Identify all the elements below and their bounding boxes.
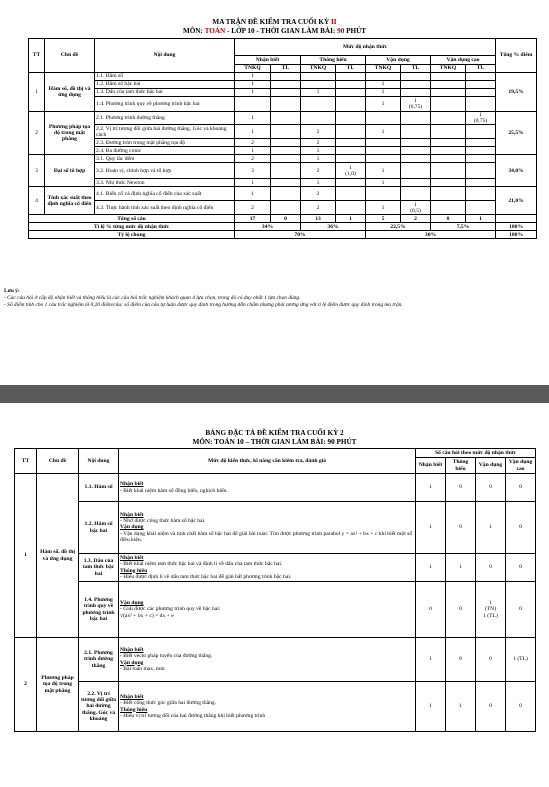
row-count bbox=[271, 89, 301, 97]
row-tong: 21,0% bbox=[496, 187, 537, 215]
row-tt: 1 bbox=[29, 73, 45, 112]
header-tnkq: TNKQ bbox=[431, 65, 466, 73]
criterion-line: - Hiểu vị trí tương đối của hai đường thẳng khi biết phương trình bbox=[120, 712, 266, 719]
spec-description bbox=[119, 682, 416, 732]
general-ratio-label: Tỷ lệ chung bbox=[29, 231, 235, 239]
row-count bbox=[431, 187, 466, 201]
row-count bbox=[271, 73, 301, 81]
row-noidung: 4.1. Biến cố và định nghĩa cổ điển của xác suất bbox=[95, 187, 235, 201]
spec-noidung: 1.2. Hàm số bậc hai bbox=[79, 502, 119, 554]
level-heading: Vận dụng bbox=[120, 659, 144, 666]
row-count bbox=[301, 112, 336, 125]
matrix-row bbox=[29, 163, 537, 179]
spec-noidung: 1.3. Dấu của tam thức bậc hai bbox=[79, 554, 119, 582]
notes-heading: Lưu ý: bbox=[4, 288, 20, 294]
row-count bbox=[366, 112, 401, 125]
total-row bbox=[29, 215, 537, 223]
matrix-table bbox=[28, 38, 537, 239]
spec-description bbox=[119, 474, 416, 502]
row-count bbox=[336, 147, 366, 155]
row-count bbox=[431, 179, 466, 187]
matrix-row bbox=[29, 147, 537, 155]
row-noidung: 1.1. Hàm số bbox=[95, 73, 235, 81]
header-noidung: Nội dung bbox=[95, 39, 235, 73]
row-count bbox=[431, 163, 466, 179]
total-count: 17 bbox=[235, 215, 271, 223]
level-heading: Vận dụng bbox=[120, 524, 144, 531]
header-tnkq: TNKQ bbox=[301, 65, 336, 73]
row-count: 1 bbox=[235, 89, 271, 97]
ratio-row bbox=[29, 223, 537, 231]
row-count bbox=[431, 89, 466, 97]
total-count: 13 bbox=[301, 215, 336, 223]
level-heading: Nhận biết bbox=[120, 647, 144, 654]
total-empty bbox=[496, 215, 537, 223]
matrix-row bbox=[29, 201, 537, 215]
row-count: 1 (0,75) bbox=[401, 97, 431, 112]
row-count bbox=[336, 89, 366, 97]
total-label: Tổng số câu bbox=[29, 215, 235, 223]
row-count bbox=[336, 139, 366, 147]
spec-count: 1 bbox=[416, 502, 446, 554]
row-count bbox=[336, 155, 366, 163]
row-noidung: 1.4. Phương trình quy về phương trình bậc hai bbox=[95, 97, 235, 112]
subtitle-minutes: 90 bbox=[337, 27, 345, 35]
spec-count: 0 bbox=[506, 582, 536, 638]
row-tt: 4 bbox=[29, 187, 45, 215]
specification-page bbox=[0, 403, 549, 787]
level-heading: Nhận biết bbox=[120, 481, 144, 488]
criterion-line: - Biết khái niệm tam thức bậc hai và định lí về dấu của tam thức bậc hai. bbox=[120, 561, 283, 568]
spec-count: 1 bbox=[476, 502, 506, 554]
row-count: 1 bbox=[366, 201, 401, 215]
row-noidung: 3.1. Quy tắc đếm bbox=[95, 155, 235, 163]
header-tl: TL bbox=[271, 65, 301, 73]
spec-count: 0 bbox=[446, 582, 476, 638]
spec-tt: 2 bbox=[15, 638, 37, 732]
row-noidung: 1.3. Dấu của tam thức bậc hai bbox=[95, 89, 235, 97]
row-noidung: 2.2. Vị trí tương đối giữa hai đường thẳng. Góc và khoảng cách bbox=[95, 125, 235, 139]
header-th: Thông hiểu bbox=[301, 56, 366, 65]
row-count bbox=[336, 125, 366, 139]
row-count: 1 bbox=[366, 179, 401, 187]
total-count: 0 bbox=[271, 215, 301, 223]
header-tl: TL bbox=[336, 65, 366, 73]
row-count bbox=[336, 73, 366, 81]
spec-row bbox=[15, 554, 536, 582]
row-count bbox=[301, 73, 336, 81]
row-count bbox=[401, 139, 431, 147]
header-tl: TL bbox=[466, 65, 496, 73]
header-tl: TL bbox=[401, 65, 431, 73]
row-count bbox=[271, 112, 301, 125]
criterion-line: - Hiểu được định lí về dấu tam thức bậc hai để giải bất phương trình bậc hai. bbox=[120, 573, 292, 580]
spec-count: 0 bbox=[446, 638, 476, 682]
note-line: - Số điểm tính cho 1 câu trắc nghiệm là 0,20 điểm/câu; số điểm của câu tự luận được quy định trong hướng dẫn chấm nhưng phải tương ứng với tỉ lệ điểm được quy định trong ma trận. bbox=[4, 302, 403, 308]
row-count: 2 bbox=[301, 163, 336, 179]
row-count bbox=[466, 139, 496, 147]
row-count bbox=[466, 147, 496, 155]
spec-header-th: Thông hiểu bbox=[446, 458, 476, 474]
spec-description bbox=[119, 554, 416, 582]
level-heading: Nhận biết bbox=[120, 511, 144, 518]
row-count: 1 bbox=[235, 81, 271, 89]
total-count: 2 bbox=[401, 215, 431, 223]
spec-count: 1 bbox=[446, 682, 476, 732]
spec-count: 1 bbox=[416, 638, 446, 682]
ratio-total: 100% bbox=[496, 223, 537, 231]
subtitle-subject: TOÁN bbox=[204, 27, 226, 35]
row-count: 1 (1,0) bbox=[336, 163, 366, 179]
spec-row bbox=[15, 502, 536, 554]
row-count: 1 bbox=[301, 179, 336, 187]
row-tt: 3 bbox=[29, 155, 45, 187]
row-count bbox=[336, 179, 366, 187]
row-count bbox=[466, 97, 496, 112]
subtitle-part: - LỚP 10 - THỜI GIAN LÀM BÀI: bbox=[225, 27, 338, 35]
header-vdc: Vận dụng cao bbox=[431, 56, 496, 65]
spec-noidung: 1.4. Phương trình quy về phương trình bậc hai bbox=[79, 582, 119, 638]
criterion-line: - Biết vecto pháp tuyến của đường thẳng. bbox=[120, 653, 213, 660]
level-heading: Thông hiểu bbox=[120, 567, 148, 574]
row-count bbox=[431, 81, 466, 89]
ratio-value: 36% bbox=[301, 223, 366, 231]
row-count bbox=[235, 97, 271, 112]
spec-header-noidung: Nội dung bbox=[79, 449, 119, 474]
spec-chude: Phương pháp tọa độ trong mặt phẳng bbox=[37, 638, 79, 732]
total-count: 5 bbox=[366, 215, 401, 223]
row-count bbox=[431, 125, 466, 139]
row-count bbox=[366, 139, 401, 147]
spec-description bbox=[119, 502, 416, 554]
matrix-row bbox=[29, 97, 537, 112]
spec-header-nb: Nhận biết bbox=[416, 458, 446, 474]
ratio-label: Tỉ lệ % từng mức độ nhận thức bbox=[29, 223, 235, 231]
row-count: 1 bbox=[366, 89, 401, 97]
row-count bbox=[401, 187, 431, 201]
row-noidung: 3.3. Nhị thức Newton bbox=[95, 179, 235, 187]
criterion-line: - Vận dụng khái niệm và tính chất hàm số bậc hai để giải bài toán: Tìm được phương trình parabol y = ax² + bx + c khi biết một số điều kiện. bbox=[120, 530, 413, 543]
row-chude: Hàm số, đồ thị và ứng dụng bbox=[45, 73, 95, 112]
row-count bbox=[271, 187, 301, 201]
level-heading: Nhận biết bbox=[120, 555, 144, 562]
row-count bbox=[336, 187, 366, 201]
row-count bbox=[301, 81, 336, 89]
spec-title: BẢNG ĐẶC TẢ ĐỀ KIỂM TRA CUỐI KỲ 2 bbox=[205, 429, 344, 437]
row-count bbox=[431, 73, 466, 81]
spec-header-socau: Số câu hỏi theo mức độ nhận thức bbox=[416, 449, 536, 458]
row-count bbox=[401, 155, 431, 163]
matrix-notes bbox=[4, 288, 534, 309]
row-count: 2 bbox=[235, 201, 271, 215]
row-noidung: 2.4. Ba đường conic bbox=[95, 147, 235, 155]
header-tt: TT bbox=[29, 39, 45, 73]
level-heading: Nhận biết bbox=[120, 694, 144, 701]
spec-count: 0 bbox=[446, 502, 476, 554]
spec-count: 1 bbox=[416, 682, 446, 732]
row-count bbox=[271, 139, 301, 147]
row-count bbox=[401, 112, 431, 125]
general-ratio-row bbox=[29, 231, 537, 239]
row-count: 1 bbox=[235, 73, 271, 81]
row-count: 2 bbox=[301, 201, 336, 215]
header-vd: Vận dụng bbox=[366, 56, 431, 65]
row-count bbox=[431, 97, 466, 112]
row-count: 1 (0,75) bbox=[466, 112, 496, 125]
header-tong: Tổng % điểm bbox=[496, 39, 537, 73]
specification-table bbox=[14, 448, 536, 732]
header-nb: Nhận biết bbox=[235, 56, 301, 65]
row-tt: 2 bbox=[29, 112, 45, 155]
row-count bbox=[336, 81, 366, 89]
row-count: 1 bbox=[301, 89, 336, 97]
row-count: 1 bbox=[366, 81, 401, 89]
row-tong: 25,5% bbox=[496, 112, 537, 155]
ratio-value: 7,5% bbox=[431, 223, 496, 231]
row-count bbox=[366, 155, 401, 163]
spec-row bbox=[15, 582, 536, 638]
page-separator bbox=[0, 385, 549, 403]
spec-header-mucdo: Mức độ kiến thức, kĩ năng cần kiểm tra, đánh giá bbox=[119, 449, 416, 474]
row-count bbox=[466, 125, 496, 139]
row-count bbox=[271, 179, 301, 187]
ratio-value: 22,5% bbox=[366, 223, 431, 231]
criterion-line: - Biết khái niệm hàm số đồng biến, nghịch biến. bbox=[120, 487, 228, 494]
row-noidung: 4.2. Thực hành tính xác suất theo định nghĩa cổ điển bbox=[95, 201, 235, 215]
row-count bbox=[401, 163, 431, 179]
spec-count: 1 bbox=[416, 474, 446, 502]
row-count bbox=[271, 201, 301, 215]
spec-count: 1 bbox=[446, 554, 476, 582]
spec-noidung: 2.2. Vị trí tương đối giữa hai đường thẳng. Góc và khoảng bbox=[79, 682, 119, 732]
spec-noidung: 1.1. Hàm số bbox=[79, 474, 119, 502]
row-count: 1 bbox=[235, 179, 271, 187]
row-count: 3 bbox=[235, 163, 271, 179]
spec-count: 0 bbox=[506, 502, 536, 554]
row-count: 1 bbox=[366, 125, 401, 139]
row-chude: Tính xác suất theo định nghĩa cổ điển bbox=[45, 187, 95, 215]
row-count bbox=[431, 155, 466, 163]
note-line: - Các câu hỏi ở cấp độ nhận biết và thông hiểu là các câu hỏi trắc nghiệm khách quan 4 lựa chọn, trong đó có duy nhất 1 lựa chọn đúng. bbox=[4, 295, 301, 301]
matrix-page bbox=[0, 0, 549, 385]
row-count bbox=[466, 89, 496, 97]
row-count bbox=[401, 81, 431, 89]
row-count bbox=[336, 112, 366, 125]
general-ratio-value: 70% bbox=[235, 231, 366, 239]
row-count bbox=[466, 155, 496, 163]
matrix-row bbox=[29, 139, 537, 147]
spec-description bbox=[119, 638, 416, 682]
row-count: 1 bbox=[235, 147, 271, 155]
criterion-line: - Giải được các phương trình quy về bậc hai: bbox=[120, 606, 221, 613]
row-noidung: 1.2. Hàm số bậc hai bbox=[95, 81, 235, 89]
level-heading: Thông hiểu bbox=[120, 706, 148, 713]
spec-description bbox=[119, 582, 416, 638]
row-noidung: 2.3. Đường tròn trong mặt phẳng tọa độ bbox=[95, 139, 235, 147]
header-tnkq: TNKQ bbox=[235, 65, 271, 73]
total-count: 1 bbox=[336, 215, 366, 223]
matrix-row bbox=[29, 179, 537, 187]
spec-header-chude: Chủ đề bbox=[37, 449, 79, 474]
level-heading: Vận dụng bbox=[120, 600, 144, 607]
row-count: 2 bbox=[301, 187, 336, 201]
spec-count: 1 (TL) bbox=[506, 638, 536, 682]
matrix-row bbox=[29, 112, 537, 125]
spec-count: 0 bbox=[446, 474, 476, 502]
row-count: 1 bbox=[235, 112, 271, 125]
subtitle-part: MÔN: bbox=[182, 27, 205, 35]
header-tnkq: TNKQ bbox=[366, 65, 401, 73]
row-tong: 19,5% bbox=[496, 73, 537, 112]
spec-header-vd: Vận dụng bbox=[476, 458, 506, 474]
row-count bbox=[431, 147, 466, 155]
row-count bbox=[271, 125, 301, 139]
row-count bbox=[466, 73, 496, 81]
spec-count: 0 bbox=[506, 682, 536, 732]
spec-count: 1 bbox=[416, 554, 446, 582]
ratio-value: 34% bbox=[235, 223, 301, 231]
row-count bbox=[336, 201, 366, 215]
matrix-row bbox=[29, 187, 537, 201]
header-chude: Chủ đề bbox=[45, 39, 95, 73]
row-count bbox=[301, 97, 336, 112]
row-noidung: 2.1. Phương trình đường thẳng bbox=[95, 112, 235, 125]
spec-noidung: 2.1. Phương trình đường thẳng bbox=[79, 638, 119, 682]
row-count: 1 bbox=[235, 125, 271, 139]
total-count: 1 bbox=[466, 215, 496, 223]
header-mucdo: Mức độ nhận thức bbox=[235, 39, 496, 56]
spec-header-vdc: Vận dụng cao bbox=[506, 458, 536, 474]
row-count bbox=[431, 112, 466, 125]
row-tong: 34,0% bbox=[496, 155, 537, 187]
row-count: 1 bbox=[366, 97, 401, 112]
row-count bbox=[271, 147, 301, 155]
matrix-row bbox=[29, 155, 537, 163]
matrix-row bbox=[29, 125, 537, 139]
matrix-row bbox=[29, 81, 537, 89]
row-count bbox=[431, 201, 466, 215]
row-count bbox=[271, 81, 301, 89]
row-count: 2 bbox=[235, 155, 271, 163]
row-count: 1 bbox=[366, 163, 401, 179]
row-count bbox=[366, 147, 401, 155]
row-count bbox=[401, 73, 431, 81]
spec-count: 0 bbox=[476, 682, 506, 732]
spec-count: 0 bbox=[476, 554, 506, 582]
spec-chude: Hàm số, đồ thị và ứng dụng bbox=[37, 474, 79, 638]
row-count bbox=[466, 179, 496, 187]
spec-header-tt: TT bbox=[15, 449, 37, 474]
row-count: 1 bbox=[301, 155, 336, 163]
row-count bbox=[401, 179, 431, 187]
matrix-subtitle bbox=[0, 27, 549, 36]
spec-count: 0 bbox=[476, 638, 506, 682]
criterion-line: - Nhớ được công thức hàm số bậc hai. bbox=[120, 518, 206, 525]
row-count bbox=[271, 155, 301, 163]
spec-subtitle: MÔN: TOÁN 10 – THỜI GIAN LÀM BÀI: 90 PHÚT bbox=[192, 438, 357, 446]
matrix-row bbox=[29, 73, 537, 81]
spec-count: 0 bbox=[416, 582, 446, 638]
matrix-title-term: II bbox=[330, 18, 337, 26]
row-count bbox=[401, 89, 431, 97]
spec-row bbox=[15, 638, 536, 682]
criterion-line: √(ax² + bx + c) = dx + e bbox=[120, 612, 174, 619]
matrix-title-text: MA TRẬN ĐỀ KIỂM TRA CUỐI KỲ bbox=[212, 18, 331, 26]
row-count bbox=[271, 97, 301, 112]
row-count: 2 bbox=[301, 139, 336, 147]
row-count: 1 bbox=[301, 147, 336, 155]
row-count bbox=[336, 97, 366, 112]
row-noidung: 3.2. Hoán vị, chỉnh hợp và tổ hợp bbox=[95, 163, 235, 179]
general-ratio-total: 100% bbox=[496, 231, 537, 239]
row-count bbox=[401, 125, 431, 139]
row-count bbox=[466, 81, 496, 89]
spec-tt: 1 bbox=[15, 474, 37, 638]
row-count bbox=[401, 147, 431, 155]
criterion-line: - Bài toán max, min bbox=[120, 665, 165, 672]
spec-count: 1 (TN) 1 (TL) bbox=[476, 582, 506, 638]
subtitle-part: PHÚT bbox=[344, 27, 367, 35]
matrix-title bbox=[0, 18, 549, 27]
matrix-row bbox=[29, 89, 537, 97]
spec-count: 0 bbox=[506, 474, 536, 502]
spec-row bbox=[15, 474, 536, 502]
row-count bbox=[431, 139, 466, 147]
criterion-line: - Biết công thức góc giữa hai đường thẳng. bbox=[120, 700, 217, 707]
row-chude: Phương pháp tọa độ trong mặt phẳng bbox=[45, 112, 95, 155]
row-count bbox=[366, 73, 401, 81]
row-count bbox=[466, 163, 496, 179]
row-count: 1 bbox=[235, 187, 271, 201]
spec-count: 0 bbox=[476, 474, 506, 502]
general-ratio-value: 30% bbox=[366, 231, 496, 239]
row-count: 2 bbox=[301, 125, 336, 139]
row-count: 1 (0,5) bbox=[401, 201, 431, 215]
row-chude: Đại số tổ hợp bbox=[45, 155, 95, 187]
row-count bbox=[366, 187, 401, 201]
row-count bbox=[466, 201, 496, 215]
total-count: 0 bbox=[431, 215, 466, 223]
row-count: 2 bbox=[235, 139, 271, 147]
spec-row bbox=[15, 682, 536, 732]
spec-count: 0 bbox=[506, 554, 536, 582]
row-count bbox=[466, 187, 496, 201]
row-count bbox=[271, 163, 301, 179]
